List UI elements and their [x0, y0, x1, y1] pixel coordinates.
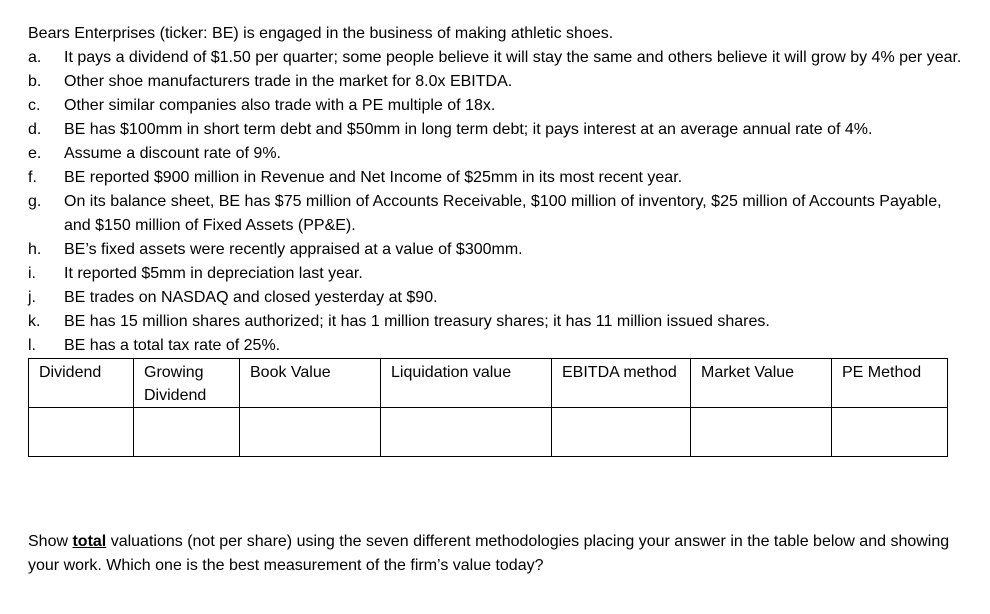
answer-cell-liquidation-value[interactable] [381, 408, 552, 457]
list-item [28, 310, 963, 334]
header-ebitda-method: EBITDA method [552, 359, 691, 408]
table-header-row [29, 359, 948, 408]
item-label: i. [28, 265, 36, 282]
item-label: l. [28, 337, 36, 354]
list-item [28, 46, 963, 70]
item-label: h. [28, 241, 42, 258]
item-text: On its balance sheet, BE has $75 million of Accounts Receivable, $100 million of inventory, $25 million of Accounts Payable, and $150 million of Fixed Assets (PP&E). [64, 193, 942, 234]
item-text: BE trades on NASDAQ and closed yesterday at $90. [64, 289, 438, 306]
answer-cell-pe-method[interactable] [832, 408, 948, 457]
list-item [28, 70, 963, 94]
header-market-value: Market Value [691, 359, 832, 408]
item-text: It pays a dividend of $1.50 per quarter; some people believe it will stay the same and others believe it will grow by 4% per year. [64, 49, 962, 66]
answer-cell-ebitda-method[interactable] [552, 408, 691, 457]
header-growing-dividend: Growing Dividend [134, 359, 240, 408]
assumptions-list [28, 46, 963, 358]
intro-paragraph: Bears Enterprises (ticker: BE) is engaged in the business of making athletic shoes. [28, 25, 614, 42]
header-dividend: Dividend [29, 359, 134, 408]
question-text-before: Show [28, 533, 73, 550]
header-pe-method: PE Method [832, 359, 948, 408]
list-item [28, 238, 963, 262]
problem-document [28, 22, 963, 457]
list-item [28, 262, 963, 286]
answer-cell-dividend[interactable] [29, 408, 134, 457]
item-text: It reported $5mm in depreciation last year. [64, 265, 363, 282]
list-item [28, 166, 963, 190]
answer-cell-market-value[interactable] [691, 408, 832, 457]
item-label: j. [28, 289, 36, 306]
answer-cell-growing-dividend[interactable] [134, 408, 240, 457]
item-label: c. [28, 97, 41, 114]
list-item [28, 286, 963, 310]
item-label: g. [28, 193, 42, 210]
item-text: Other similar companies also trade with a PE multiple of 18x. [64, 97, 496, 114]
item-label: d. [28, 121, 42, 138]
list-item [28, 334, 963, 358]
question-emphasis: total [72, 533, 107, 550]
list-item [28, 190, 963, 238]
valuation-table [28, 358, 948, 457]
item-label: k. [28, 313, 41, 330]
list-item [28, 94, 963, 118]
table-row [29, 408, 948, 457]
item-text: Assume a discount rate of 9%. [64, 145, 281, 162]
list-item [28, 118, 963, 142]
question-paragraph [28, 530, 963, 578]
list-item [28, 142, 963, 166]
question-text-after: valuations (not per share) using the seven different methodologies placing your answer in the table below and showing your work. Which one is the best measurement of the firm’s value today? [28, 533, 950, 574]
item-text: BE has 15 million shares authorized; it has 1 million treasury shares; it has 11 million issued shares. [64, 313, 770, 330]
item-text: Other shoe manufacturers trade in the market for 8.0x EBITDA. [64, 73, 513, 90]
item-label: a. [28, 49, 42, 66]
item-text: BE has $100mm in short term debt and $50mm in long term debt; it pays interest at an average annual rate of 4%. [64, 121, 873, 138]
item-label: f. [28, 169, 37, 186]
header-liquidation-value: Liquidation value [381, 359, 552, 408]
item-label: b. [28, 73, 42, 90]
item-text: BE has a total tax rate of 25%. [64, 337, 281, 354]
answer-cell-book-value[interactable] [240, 408, 381, 457]
item-label: e. [28, 145, 42, 162]
item-text: BE reported $900 million in Revenue and Net Income of $25mm in its most recent year. [64, 169, 683, 186]
header-book-value: Book Value [240, 359, 381, 408]
item-text: BE’s fixed assets were recently appraised at a value of $300mm. [64, 241, 523, 258]
